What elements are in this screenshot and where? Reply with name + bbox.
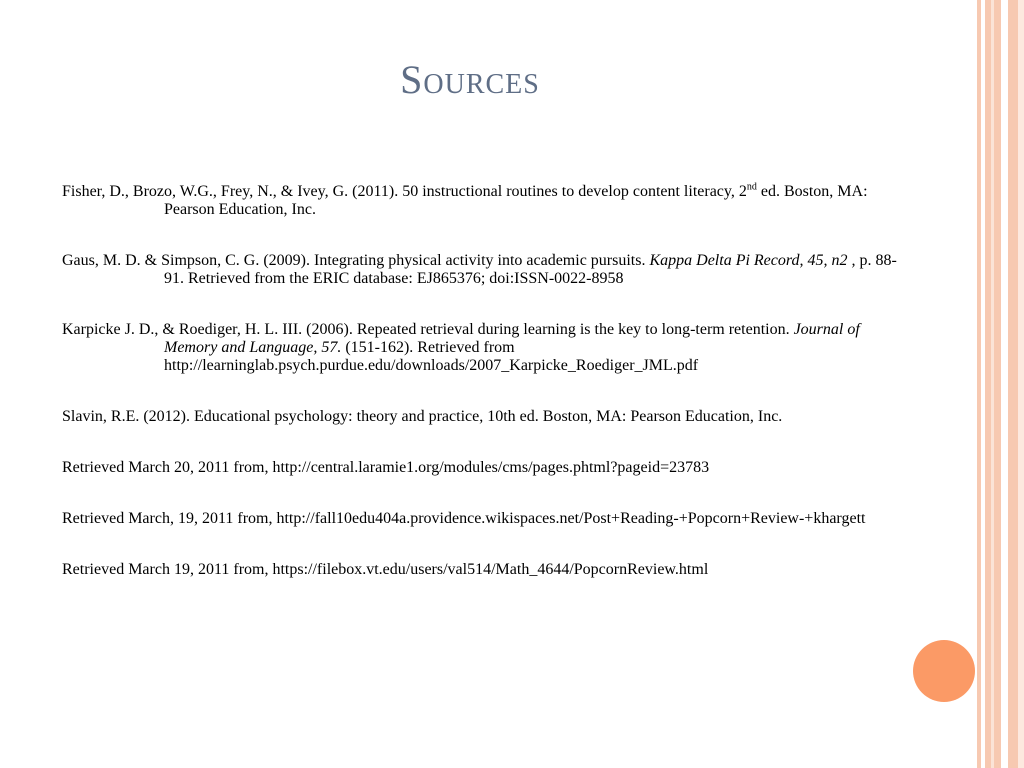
reference-item: Gaus, M. D. & Simpson, C. G. (2009). Integrating physical activity into academic pursuits. Kappa Delta Pi Record, 45, n2 , p. 88-91. Retrieved from the ERIC database: EJ865376; doi:ISSN-0022-8958 — [62, 252, 897, 287]
reference-item: Retrieved March 19, 2011 from, https://filebox.vt.edu/users/val514/Math_4644/PopcornReview.html — [62, 561, 709, 578]
reference-item: Fisher, D., Brozo, W.G., Frey, N., & Ivey, G. (2011). 50 instructional routines to develop content literacy, 2nd ed. Boston, MA: Pearson Education, Inc. — [62, 181, 868, 218]
reference-item: Slavin, R.E. (2012). Educational psychology: theory and practice, 10th ed. Boston, MA: Pearson Education, Inc. — [62, 408, 783, 425]
journal-title: Kappa Delta Pi Record, 45, n2 , — [649, 252, 856, 269]
decorative-circle — [913, 640, 975, 702]
reference-item: Retrieved March, 19, 2011 from, http://fall10edu404a.providence.wikispaces.net/Post+Reading-+Popcorn+Review-+khargett — [62, 510, 866, 527]
reference-list — [62, 183, 912, 579]
reference-item: Retrieved March 20, 2011 from, http://central.laramie1.org/modules/cms/pages.phtml?pageid=23783 — [62, 459, 710, 476]
border-stripe — [1008, 0, 1018, 768]
border-stripe — [1018, 0, 1024, 768]
reference-item: Karpicke J. D., & Roediger, H. L. III. (2006). Repeated retrieval during learning is the key to long-term retention. Journal of Memory and Language, 57. (151-162). Retrieved from http://learninglab.psych.purdue.edu/downloads/2007_Karpicke_Roediger_JML.pdf — [62, 321, 860, 374]
journal-title: Journal of Memory and Language, 57. — [164, 321, 860, 356]
slide-title: Sources — [400, 57, 540, 102]
border-stripe — [994, 0, 1001, 768]
border-stripe — [977, 0, 981, 768]
